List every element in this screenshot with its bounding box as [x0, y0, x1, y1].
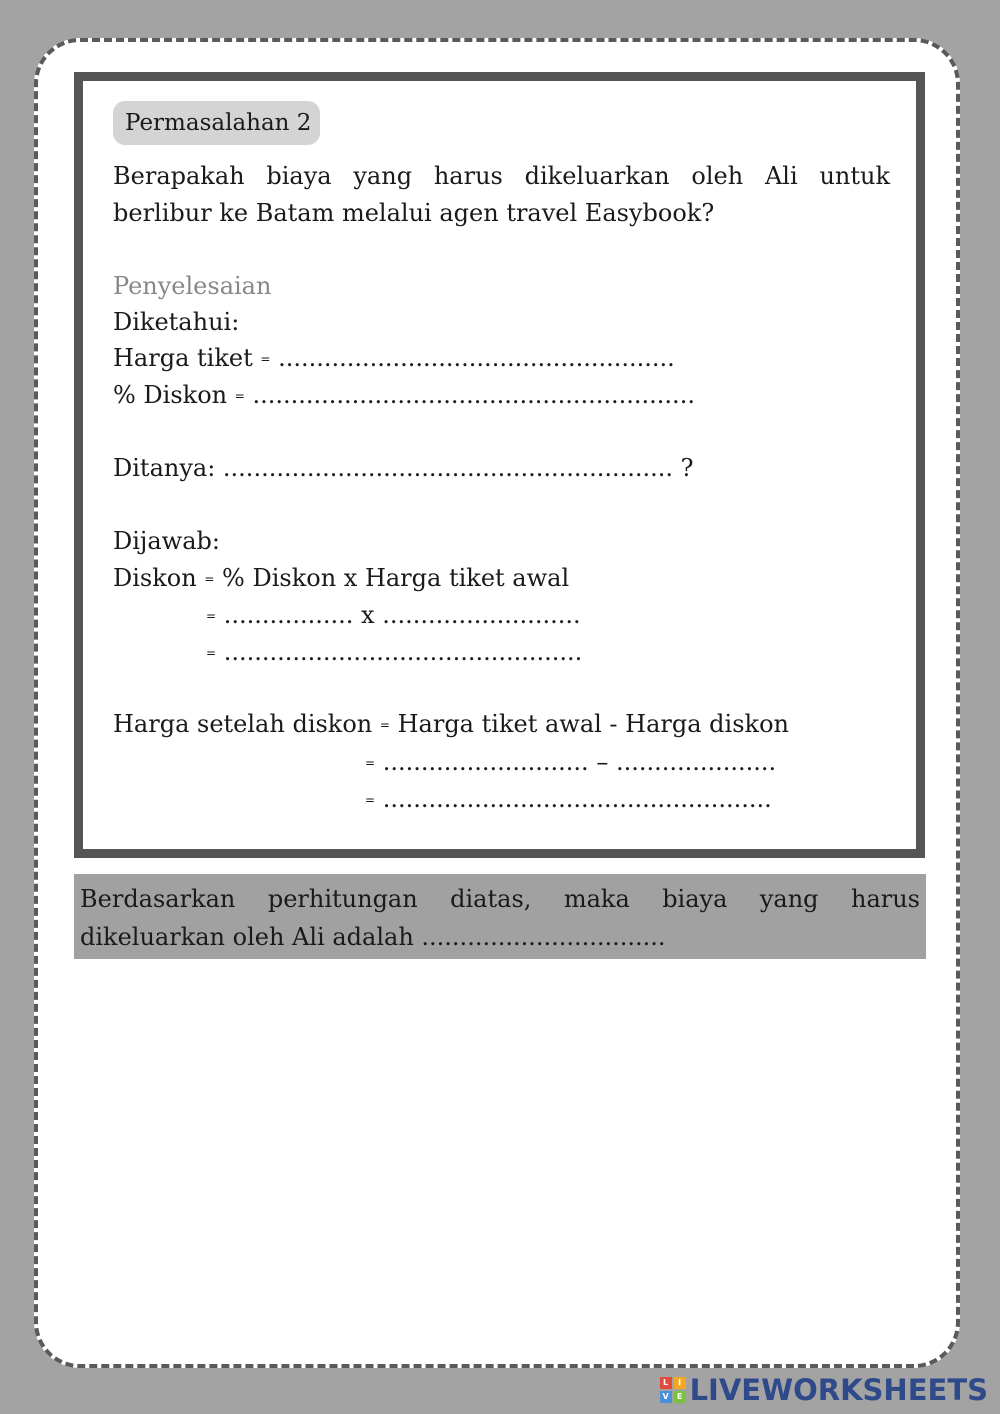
equals-sign: = [365, 756, 376, 770]
after-discount-formula: Harga tiket awal - Harga diskon [397, 710, 789, 738]
discount-pct-blank[interactable]: .......................................................... [252, 381, 695, 409]
ticket-price-blank[interactable]: .................................................... [278, 344, 675, 372]
problem-badge: Permasalahan 2 [113, 101, 320, 145]
asked-end: ? [680, 454, 694, 482]
discount-step2-blank[interactable]: ............................................... [223, 638, 583, 666]
known-label: Diketahui: [113, 308, 240, 336]
ticket-price-row [113, 340, 675, 378]
equals-sign: = [204, 572, 215, 586]
discount-formula-row [113, 560, 569, 598]
after-discount-row [113, 706, 789, 744]
conclusion-box: Berdasarkan perhitungan diatas, maka biaya yang harus dikeluarkan oleh Ali adalah ................................ [74, 874, 926, 959]
after-step1-b-blank[interactable]: ..................... [615, 748, 777, 776]
after-discount-label: Harga setelah diskon [113, 710, 373, 738]
discount-step1-row [206, 597, 581, 635]
equals-sign: = [234, 389, 245, 403]
discount-step1-op: x [361, 601, 375, 629]
discount-step1-a-blank[interactable]: ................. [223, 601, 354, 629]
discount-label: Diskon [113, 564, 197, 592]
asked-label: Ditanya: [113, 454, 216, 482]
equals-sign: = [365, 793, 376, 807]
live-logo-icon: L I V E [660, 1377, 686, 1403]
solution-heading: Penyelesaian [113, 272, 272, 300]
equals-sign: = [206, 609, 217, 623]
after-step2-blank[interactable]: ................................................... [382, 785, 772, 813]
discount-step1-b-blank[interactable]: .......................... [382, 601, 581, 629]
after-step1-a-blank[interactable]: ........................... [382, 748, 589, 776]
discount-step2-row [206, 634, 582, 672]
after-step2-row [365, 781, 772, 819]
problem-question: Berapakah biaya yang harus dikeluarkan oleh Ali untuk berlibur ke Batam melalui agen travel Easybook? [113, 162, 890, 227]
equals-sign: = [206, 646, 217, 660]
brand-logo [660, 1374, 988, 1406]
discount-pct-row [113, 377, 695, 415]
brand-name: LIVEWORKSHEETS [689, 1373, 988, 1407]
equals-sign: = [260, 352, 271, 366]
ticket-price-label: Harga tiket [113, 344, 253, 372]
after-step1-row [365, 744, 776, 782]
equals-sign: = [379, 718, 390, 732]
after-step1-op: – [596, 748, 609, 776]
asked-row [113, 450, 694, 487]
discount-pct-label: % Diskon [113, 381, 228, 409]
answer-label: Dijawab: [113, 527, 220, 555]
discount-formula: % Diskon x Harga tiket awal [222, 564, 570, 592]
asked-blank[interactable]: ........................................................... [222, 454, 674, 482]
